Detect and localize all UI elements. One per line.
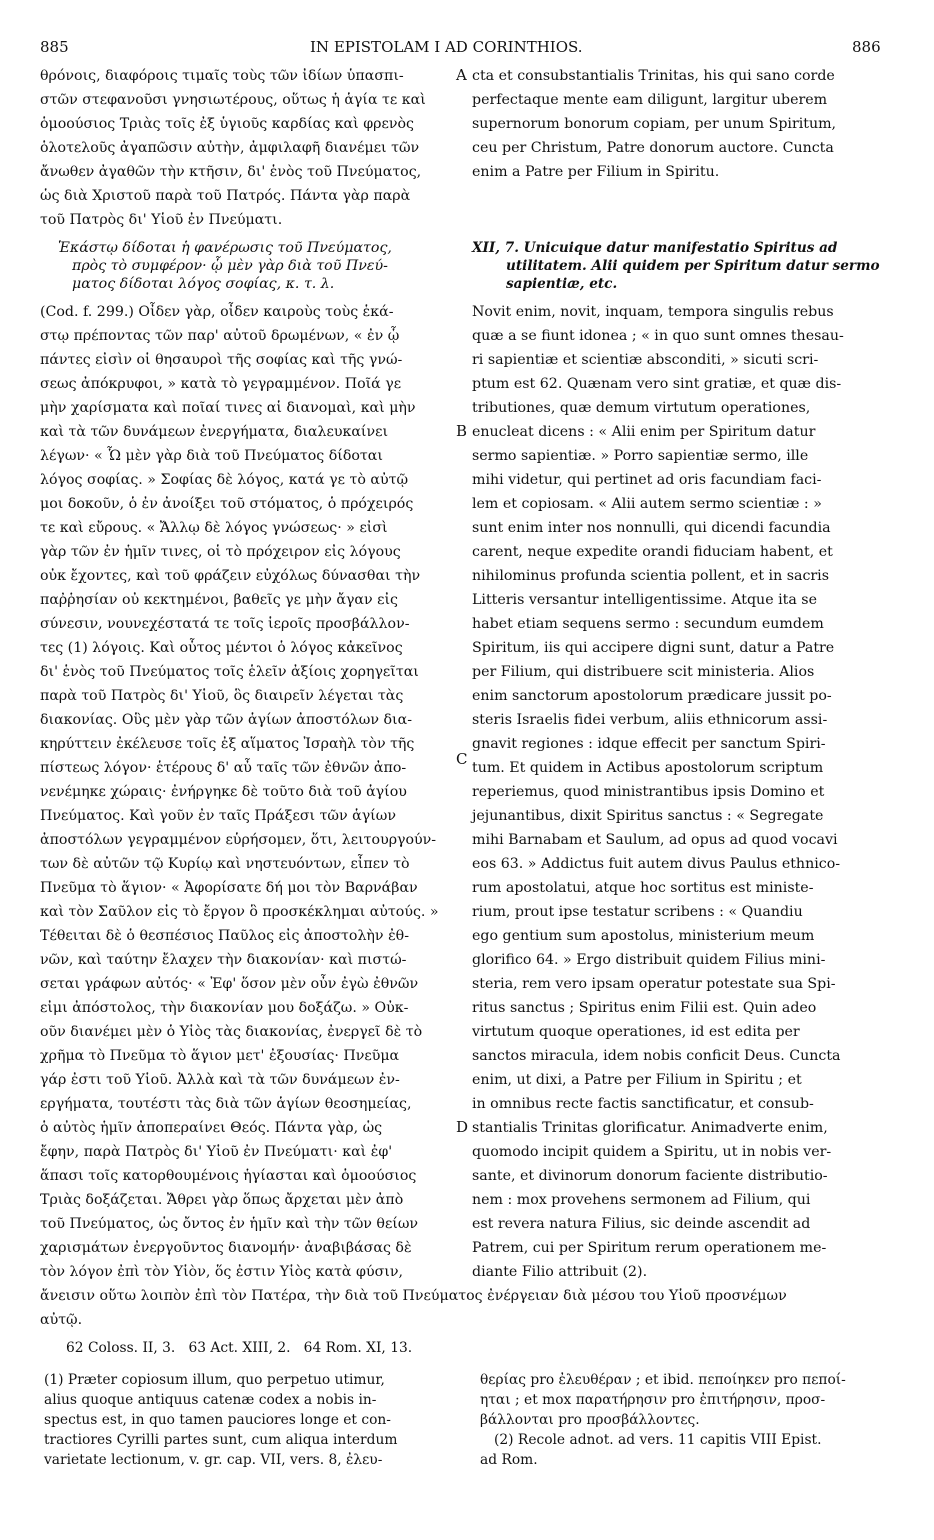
greek-line: λόγος σοφίας. » Σοφίας δὲ λόγος, κατά γε τὸ αὐτῷ xyxy=(40,472,409,488)
latin-line: diante Filio attribuit (2). xyxy=(472,1264,648,1280)
greek-line: μοι δοκοῦν, ὁ ἐν ἀνοίξει τοῦ στόματος, ὁ πρόχειρός xyxy=(40,496,414,512)
latin-line: virtutum quoque operationes, id est edita per xyxy=(472,1024,800,1040)
greek-heading-line: Ἑκάστῳ δίδοται ἡ φανέρωσις τοῦ Πνεύματος, xyxy=(58,240,392,256)
footnote-line: βάλλονται pro προσβάλλοντες. xyxy=(480,1412,700,1428)
greek-line: ἀποστόλων γεγραμμένον εὑρήσομεν, ὅτι, λειτουργούν- xyxy=(40,832,437,848)
latin-line: quæ a se fiunt idonea ; « in quo sunt omnes thesau- xyxy=(472,328,844,344)
greek-line: λέγων· « Ὧ μὲν γὰρ διὰ τοῦ Πνεύματος δίδοται xyxy=(40,448,383,464)
latin-line: sermo sapientiæ. » Porro sapientiæ sermo, ille xyxy=(472,448,809,464)
latin-line: perfectaque mente eam diligunt, largitur uberem xyxy=(472,92,828,108)
latin-line: Novit enim, novit, inquam, tempora singulis rebus xyxy=(472,304,834,320)
latin-line: sunt enim inter nos nonnulli, qui dicendi facundia xyxy=(472,520,831,536)
latin-line: tributiones, quæ demum virtutum operationes, xyxy=(472,400,811,416)
page-number-left: 885 xyxy=(40,38,69,56)
latin-heading-line: XII, 7. Unicuique datur manifestatio Spiritus ad xyxy=(472,240,838,256)
latin-line: lem et copiosam. « Alii autem sermo scientiæ : » xyxy=(472,496,822,512)
greek-line: παρὰ τοῦ Πατρὸς δι' Υἱοῦ, ὃς διαιρεῖν λέγεται τὰς xyxy=(40,688,404,704)
greek-line: σύνεσιν, νουνεχέστατά τε τοῖς ἱεροῖς προσβάλλον- xyxy=(40,616,410,632)
greek-line: ὡς διὰ Χριστοῦ παρὰ τοῦ Πατρός. Πάντα γὰρ παρὰ xyxy=(40,188,411,204)
greek-line: τὸν λόγον ἐπὶ τὸν Υἱὸν, ὅς ἐστιν Υἱὸς κατὰ φύσιν, xyxy=(40,1264,403,1280)
greek-line: Πνεῦμα τὸ ἅγιον· « Ἀφορίσατε δή μοι τὸν Βαρνάβαν xyxy=(40,880,418,896)
greek-line: διακονίας. Οὓς μὲν γὰρ τῶν ἁγίων ἀποστόλων δια- xyxy=(40,712,412,728)
latin-line: supernorum bonorum copiam, per unum Spiritum, xyxy=(472,116,837,132)
latin-line: rium, prout ipse testatur scribens : « Quandiu xyxy=(472,904,803,920)
footnote-line: θερίας pro ἐλευθέραν ; et ibid. πεποίηκεν pro πεποί- xyxy=(480,1372,846,1388)
latin-line: mihi Barnabam et Saulum, ad opus ad quod vocavi xyxy=(472,832,838,848)
greek-line: ἔφην, παρὰ Πατρὸς δι' Υἱοῦ ἐν Πνεύματι· καὶ ἐφ' xyxy=(40,1144,393,1160)
greek-line: Τριὰς δοξάζεται. Ἄθρει γὰρ ὅπως ἄρχεται μὲν ἀπὸ xyxy=(40,1192,404,1208)
margin-letter-c: C xyxy=(456,750,468,768)
greek-line: (Cod. f. 299.) Οἶδεν γὰρ, οἶδεν καιροὺς τοὺς ἑκά- xyxy=(40,304,394,320)
footnote-line: varietate lectionum, v. gr. cap. VII, vers. 8, ἐλευ- xyxy=(44,1452,383,1468)
latin-line: carent, neque expedite orandi fiduciam habent, et xyxy=(472,544,833,560)
footnote-line: ad Rom. xyxy=(480,1452,538,1468)
greek-line: χρῆμα τὸ Πνεῦμα τὸ ἅγιον μετ' ἐξουσίας· Πνεῦμα xyxy=(40,1048,400,1064)
greek-line: τες (1) λόγοις. Καὶ οὗτος μέντοι ὁ λόγος κἀκεῖνος xyxy=(40,640,403,656)
latin-line: enim a Patre per Filium in Spiritu. xyxy=(472,164,720,180)
footnote-line: ηται ; et mox παρατήρησιν pro ἐπιτήρησιν, προσ- xyxy=(480,1392,826,1408)
footnote-line: (2) Recole adnot. ad vers. 11 capitis VIII Epist. xyxy=(494,1432,822,1448)
margin-letter-a: A xyxy=(456,66,467,84)
greek-line: νῶν, καὶ ταύτην ἔλαχεν τὴν διακονίαν· καὶ πιστώ- xyxy=(40,952,407,968)
greek-line: οῦν διανέμει μὲν ὁ Υἱὸς τὰς διακονίας, ἐνεργεῖ δὲ τὸ xyxy=(40,1024,423,1040)
latin-line: sante, et divinorum donorum faciente distributio- xyxy=(472,1168,828,1184)
latin-line: enim sanctorum apostolorum prædicare jussit po- xyxy=(472,688,832,704)
greek-line: των δὲ αὐτῶν τῷ Κυρίῳ καὶ νηστευόντων, εἶπεν τὸ xyxy=(40,856,410,872)
greek-line: εἰμι ἀπόστολος, τὴν διακονίαν μου δοξάζω. » Οὐκ- xyxy=(40,1000,409,1016)
footnote-line: spectus est, in quo tamen pauciores longe et con- xyxy=(44,1412,391,1428)
latin-line: in omnibus recte factis sanctificatur, et consub- xyxy=(472,1096,814,1112)
greek-line: ἅπασι τοῖς κατορθουμένοις ἡγίασται καὶ ὁμοούσιος xyxy=(40,1168,417,1184)
latin-line: per Filium, qui distribuere scit ministeria. Alios xyxy=(472,664,815,680)
greek-line: Πνεύματος. Καὶ γοῦν ἐν ταῖς Πράξεσι τῶν ἁγίων xyxy=(40,808,396,824)
greek-heading-line: ματος δίδοται λόγος σοφίας, κ. τ. λ. xyxy=(72,276,335,292)
latin-line: jejunantibus, dixit Spiritus sanctus : « Segregate xyxy=(472,808,824,824)
greek-line: δι' ἑνὸς τοῦ Πνεύματος τοῖς ἑλεῖν ἀξίοις χορηγεῖται xyxy=(40,664,419,680)
greek-line: κηρύττειν ἐκέλευσε τοῖς ἐξ αἵματος Ἰσραὴλ τὸν τῆς xyxy=(40,736,415,752)
latin-line: mihi videtur, qui pertinet ad oris facundiam faci- xyxy=(472,472,822,488)
latin-line: est revera natura Filius, sic deinde ascendit ad xyxy=(472,1216,811,1232)
page-number-right: 886 xyxy=(852,38,881,56)
latin-line: stantialis Trinitas glorificatur. Animadverte enim, xyxy=(472,1120,828,1136)
margin-letter-d: D xyxy=(456,1118,469,1136)
greek-line: εργήματα, τουτέστι τὰς διὰ τῶν ἁγίων θεοσημείας, xyxy=(40,1096,412,1112)
greek-line: ὁλοτελοῦς ἀγαπῶσιν αὐτὴν, ἀμφιλαφῆ διανέμει τῶν xyxy=(40,140,420,156)
latin-line: ptum est 62. Quænam vero sint gratiæ, et quæ dis- xyxy=(472,376,842,392)
greek-line: Τέθειται δὲ ὁ θεσπέσιος Παῦλος εἰς ἀποστολὴν ἐθ- xyxy=(40,928,410,944)
latin-line: habet etiam sequens sermo : secundum eumdem xyxy=(472,616,824,632)
greek-line: καὶ τὸν Σαῦλον εἰς τὸ ἔργον ὃ προσκέκλημαι αὐτούς. » xyxy=(40,904,439,920)
greek-line: τε καὶ εὔρους. « Ἄλλῳ δὲ λόγος γνώσεως· » εἰσὶ xyxy=(40,520,388,536)
greek-full-width-line: ἄνεισιν οὕτω λοιπὸν ἐπὶ τὸν Πατέρα, τὴν διὰ τοῦ Πνεύματος ἐνέργειαν διὰ μέσου του Υἱοῦ προσνέμων xyxy=(40,1288,787,1304)
latin-line: enim, ut dixi, a Patre per Filium in Spiritu ; et xyxy=(472,1072,802,1088)
latin-line: cta et consubstantialis Trinitas, his qui sano corde xyxy=(472,68,835,84)
latin-line: ritus sanctus ; Spiritus enim Filii est. Quin adeo xyxy=(472,1000,817,1016)
greek-line: ὁμοούσιος Τριὰς τοῖς ἐξ ὑγιοῦς καρδίας καὶ φρενὸς xyxy=(40,116,414,132)
latin-line: ego gentium sum apostolus, ministerium meum xyxy=(472,928,815,944)
footnote-line: tractiores Cyrilli partes sunt, cum aliqua interdum xyxy=(44,1432,398,1448)
greek-line: γὰρ τῶν ἐν ἡμῖν τινες, οἱ τὸ πρόχειρον εἰς λόγους xyxy=(40,544,401,560)
footnote-line: alius quoque antiquus catenæ codex a nobis in- xyxy=(44,1392,377,1408)
scripture-references: 62 Coloss. II, 3. 63 Act. XIII, 2. 64 Rom. XI, 13. xyxy=(66,1340,413,1356)
greek-line: νενέμηκε χώραις· ἐνήργηκε δὲ τοῦτο διὰ τοῦ ἁγίου xyxy=(40,784,407,800)
greek-line: τοῦ Πατρὸς δι' Υἱοῦ ἐν Πνεύματι. xyxy=(40,212,283,228)
latin-line: Patrem, cui per Spiritum rerum operationem me- xyxy=(472,1240,827,1256)
greek-line: σεως ἀπόκρυφοι, » κατὰ τὸ γεγραμμένον. Ποῖά γε xyxy=(40,376,402,392)
latin-line: rum apostolatui, atque hoc sortitus est ministe- xyxy=(472,880,814,896)
greek-line: θρόνοις, διαφόροις τιμαῖς τοὺς τῶν ἰδίων ὑπασπι- xyxy=(40,68,404,84)
greek-line: μὴν χαρίσματα καὶ ποῖαί τινες αἱ διανομαὶ, καὶ μὴν xyxy=(40,400,416,416)
latin-line: tum. Et quidem in Actibus apostolorum scriptum xyxy=(472,760,824,776)
latin-line: eos 63. » Addictus fuit autem divus Paulus ethnico- xyxy=(472,856,841,872)
greek-line: σεται γράφων αὐτός· « Ἐφ' ὅσον μὲν οὖν ἐγὼ ἐθνῶν xyxy=(40,976,419,992)
margin-letter-b: B xyxy=(456,422,468,440)
latin-line: ceu per Christum, Patre donorum auctore. Cuncta xyxy=(472,140,834,156)
greek-line: παῤῥησίαν οὐ κεκτημένοι, βαθεῖς γε μὴν ἄγαν εἰς xyxy=(40,592,398,608)
latin-line: quomodo incipit quidem a Spiritu, ut in nobis ver- xyxy=(472,1144,832,1160)
latin-line: Spiritum, iis qui accipere digni sunt, datur a Patre xyxy=(472,640,835,656)
greek-line: πάντες εἰσὶν οἱ θησαυροὶ τῆς σοφίας καὶ τῆς γνώ- xyxy=(40,352,403,368)
footnote-line: (1) Præter copiosum illum, quo perpetuo utimur, xyxy=(44,1372,385,1388)
greek-line: καὶ τὰ τῶν δυνάμεων ἐνεργήματα, διαλευκαίνει xyxy=(40,424,389,440)
greek-line: τοῦ Πνεύματος, ὡς ὄντος ἐν ἡμῖν καὶ τὴν τῶν θείων xyxy=(40,1216,419,1232)
greek-line: αὐτῷ. xyxy=(40,1312,83,1328)
latin-heading-line: utilitatem. Alii quidem per Spiritum datur sermo xyxy=(506,258,880,274)
latin-line: enucleat dicens : « Alii enim per Spiritum datur xyxy=(472,424,816,440)
latin-line: nem : mox provehens sermonem ad Filium, qui xyxy=(472,1192,811,1208)
greek-line: στῳ πρέποντας τῶν παρ' αὐτοῦ δρωμένων, « ἐν ᾧ xyxy=(40,328,400,344)
latin-heading-line: sapientiæ, etc. xyxy=(506,276,618,292)
latin-line: steris Israelis fidei verbum, aliis ethnicorum assi- xyxy=(472,712,828,728)
greek-line: στῶν στεφανοῦσι γνησιωτέρους, οὕτως ἡ ἁγία τε καὶ xyxy=(40,92,426,108)
greek-heading-line: πρὸς τὸ συμφέρον· ᾧ μὲν γὰρ διὰ τοῦ Πνεύ- xyxy=(72,258,388,274)
latin-line: glorifico 64. » Ergo distribuit quidem Filius mini- xyxy=(472,952,826,968)
latin-line: Litteris versantur intelligentissime. Atque ita se xyxy=(472,592,817,608)
latin-line: steria, rem vero ipsam operatur potestate sua Spi- xyxy=(472,976,836,992)
latin-line: sanctos miracula, idem nobis conficit Deus. Cuncta xyxy=(472,1048,841,1064)
latin-line: nihilominus profunda scientia pollent, et in sacris xyxy=(472,568,830,584)
greek-line: ἄνωθεν ἀγαθῶν τὴν κτῆσιν, δι' ἑνὸς τοῦ Πνεύματος, xyxy=(40,164,422,180)
greek-line: χαρισμάτων ἐνεργοῦντος διανομήν· ἀναβιβάσας δὲ xyxy=(40,1240,412,1256)
greek-line: γάρ ἐστι τοῦ Υἱοῦ. Ἀλλὰ καὶ τὰ τῶν δυνάμεων ἐν- xyxy=(40,1072,400,1088)
running-title: IN EPISTOLAM I AD CORINTHIOS. xyxy=(310,38,583,56)
greek-line: πίστεως λόγον· ἑτέρους δ' αὖ ταῖς τῶν ἐθνῶν ἀπο- xyxy=(40,760,407,776)
latin-line: gnavit regiones : idque effecit per sanctum Spiri- xyxy=(472,736,826,752)
greek-line: οὐκ ἔχοντες, καὶ τοῦ φράζειν εὐχόλως δύνασθαι τὴν xyxy=(40,568,421,584)
latin-line: ri sapientiæ et scientiæ absconditi, » sicuti scri- xyxy=(472,352,819,368)
latin-line: reperiemus, quod ministrantibus ipsis Domino et xyxy=(472,784,825,800)
greek-line: ὁ αὐτὸς ἡμῖν ἀποπεραίνει Θεός. Πάντα γὰρ, ὡς xyxy=(40,1120,383,1136)
